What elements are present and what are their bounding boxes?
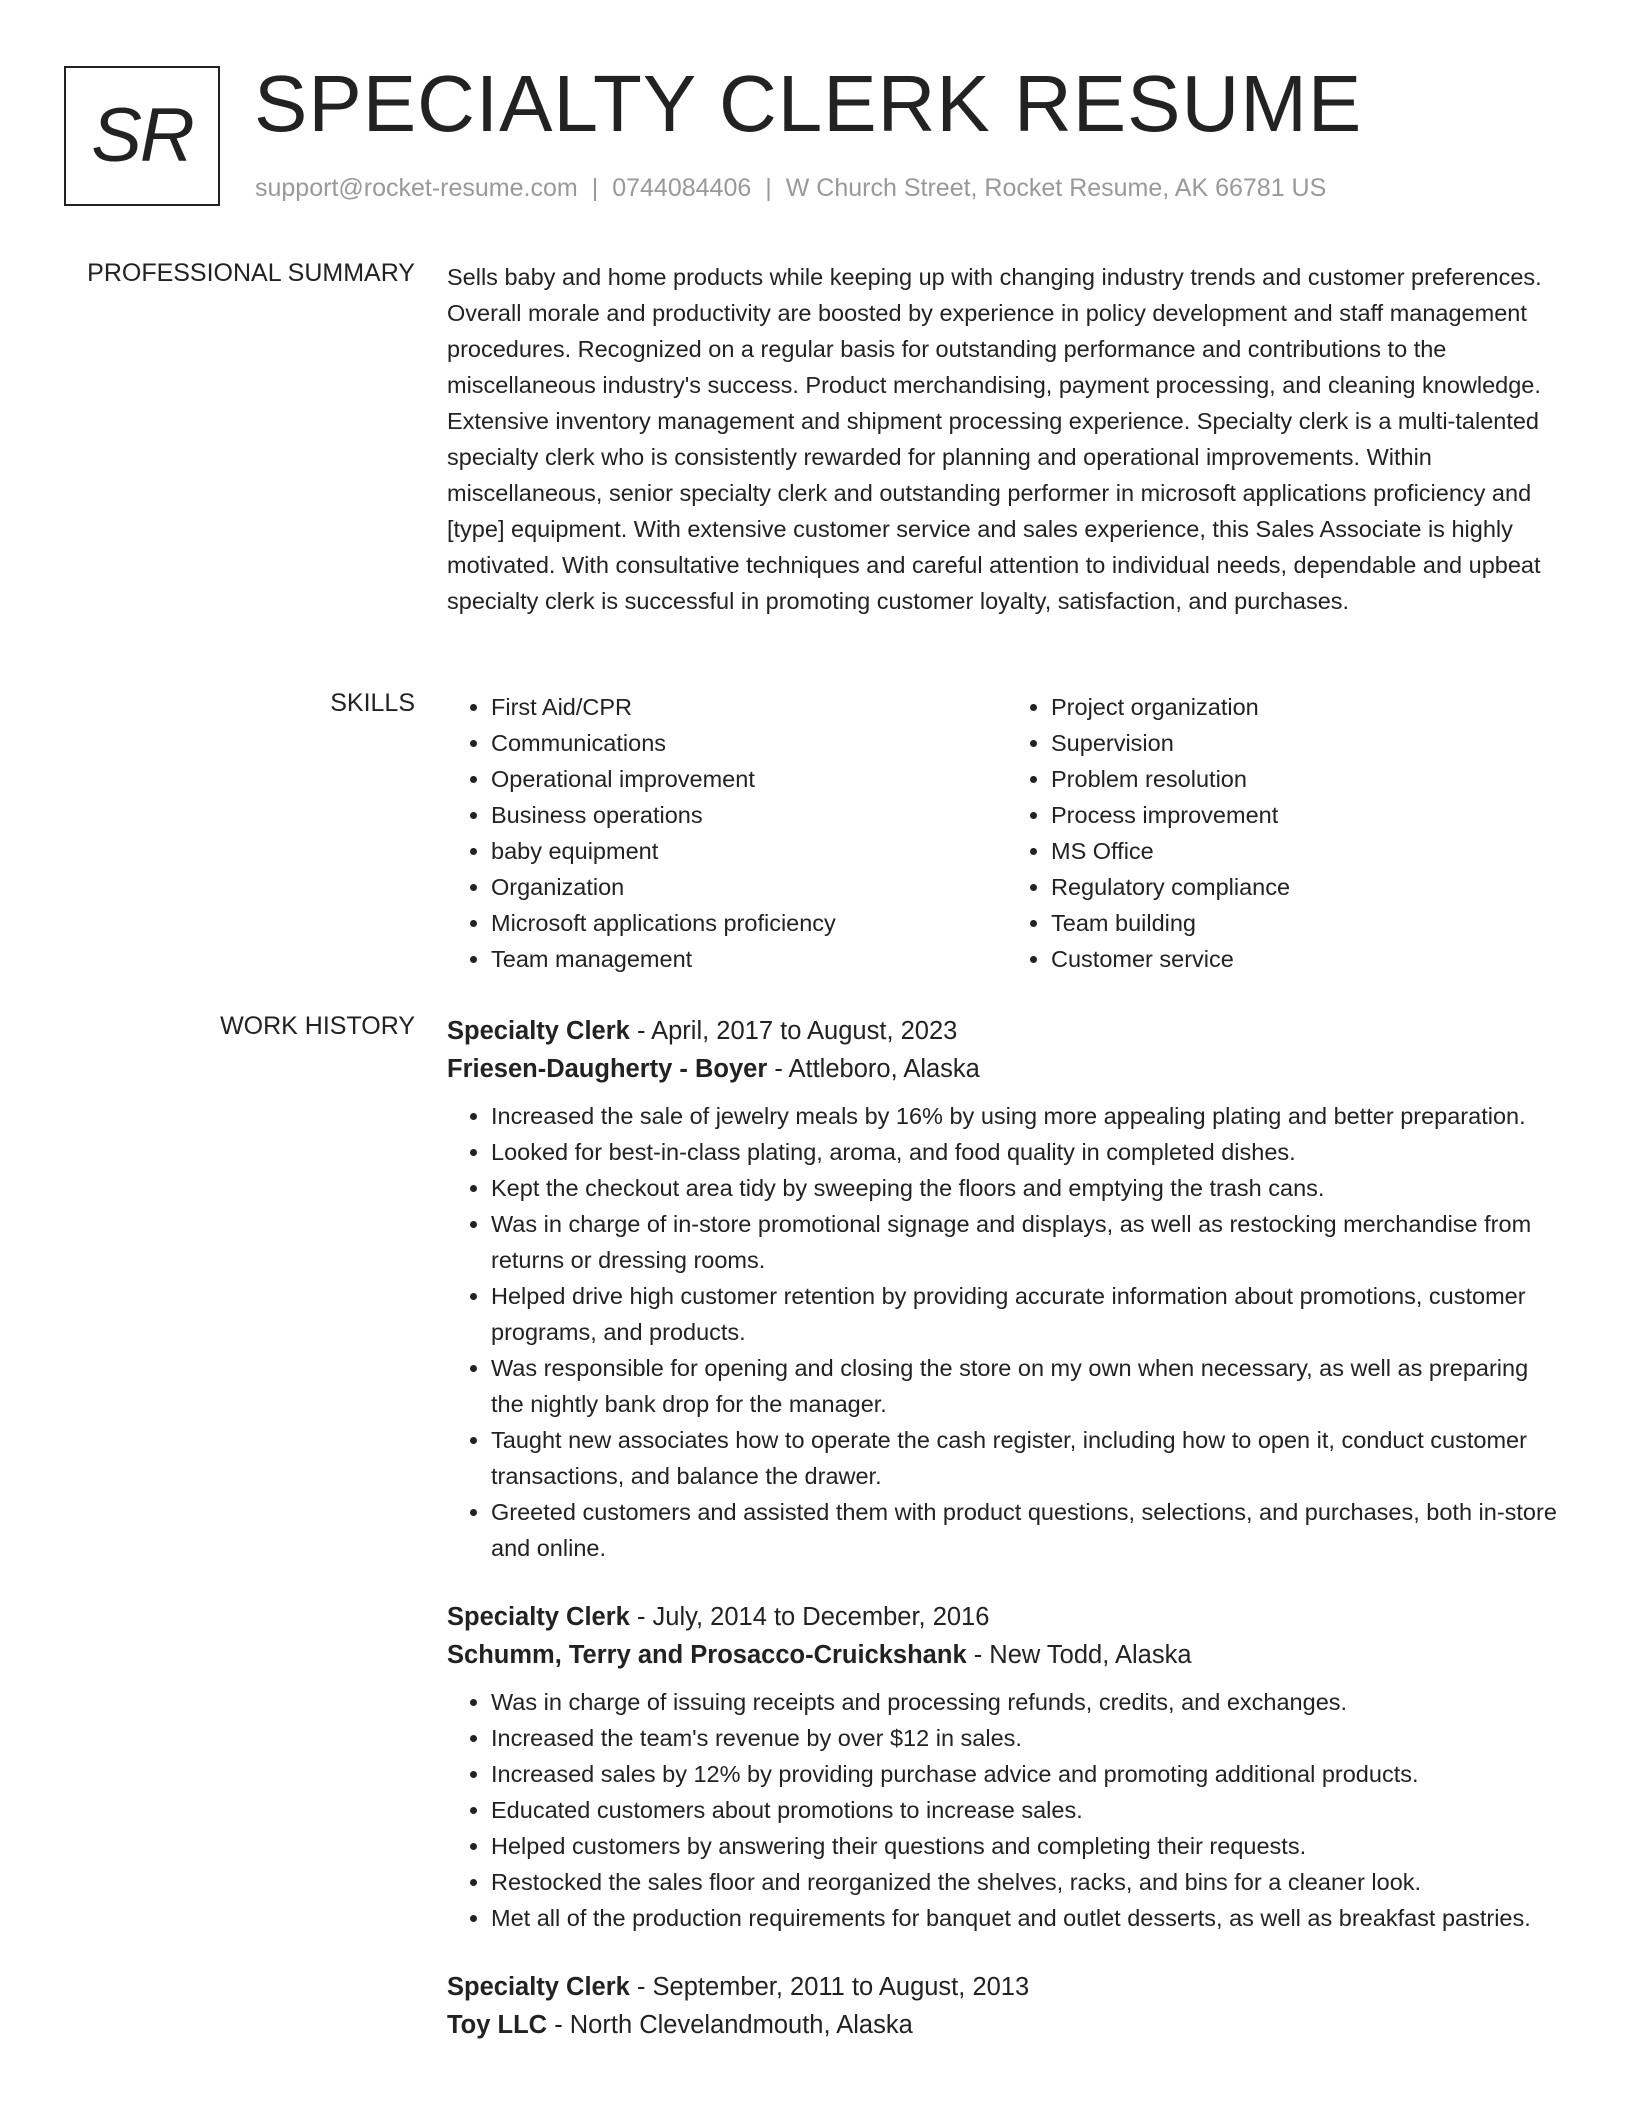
contact-separator: | [591, 174, 599, 202]
job-company-line [447, 2006, 1567, 2044]
job-bullet: • Looked for best-in-class plating, aroma, and food quality in completed dishes. [491, 1134, 1567, 1170]
skill-item: • Business operations [491, 797, 1007, 833]
job-company: Friesen-Daugherty - Boyer [447, 1055, 768, 1083]
initials-text: SR [91, 92, 193, 178]
skill-item: • First Aid/CPR [491, 689, 1007, 725]
summary-text: Sells baby and home products while keeping up with changing industry trends and customer preferences. Overall morale and productivity are boosted by experience in policy development and staff management procedures. Recognized on a regular basis for outstanding performance and contributions to the miscellaneous industry's success. Product merchandising, payment processing, and cleaning knowledge. Extensive inventory management and shipment processing experience. Specialty clerk is a multi-talented specialty clerk who is consistently rewarded for planning and operational improvements. Within miscellaneous, senior specialty clerk and outstanding performer in microsoft applications proficiency and [type] equipment. With extensive customer service and sales experience, this Sales Associate is highly motivated. With consultative techniques and careful attention to individual needs, dependable and upbeat specialty clerk is successful in promoting customer loyalty, satisfaction, and purchases. [447, 264, 1542, 614]
job-title: Specialty Clerk [447, 1973, 630, 2001]
job-bullet: • Kept the checkout area tidy by sweeping the floors and emptying the trash cans. [491, 1170, 1567, 1206]
job-bullet: • Was responsible for opening and closing the store on my own when necessary, as well as preparing the nightly bank drop for the manager. [491, 1350, 1567, 1422]
skill-item: • Communications [491, 725, 1007, 761]
contact-email[interactable]: support@rocket-resume.com [255, 174, 578, 202]
job-company: Schumm, Terry and Prosacco-Cruickshank [447, 1641, 967, 1669]
skill-item: • baby equipment [491, 833, 1007, 869]
job-company: Toy LLC [447, 2011, 548, 2039]
job-title-line [447, 1012, 1567, 1050]
work-history-label: WORK HISTORY [220, 1012, 415, 1040]
job-bullet: • Taught new associates how to operate the cash register, including how to open it, conduct customer transactions, and balance the drawer. [491, 1422, 1567, 1494]
job-bullet: • Was in charge of issuing receipts and processing refunds, credits, and exchanges. [491, 1684, 1567, 1720]
skills-list-right [1007, 689, 1567, 977]
job-bullet: • Restocked the sales floor and reorganized the shelves, racks, and bins for a cleaner look. [491, 1864, 1567, 1900]
skill-item: • Problem resolution [1051, 761, 1567, 797]
job-bullet: • Increased the team's revenue by over $12 in sales. [491, 1720, 1567, 1756]
job-company-line [447, 1050, 1567, 1088]
job-location: - New Todd, Alaska [966, 1641, 1192, 1669]
contact-separator: | [765, 174, 772, 202]
skill-item: • Supervision [1051, 725, 1567, 761]
job-title-line [447, 1968, 1567, 2006]
summary-label: PROFESSIONAL SUMMARY [87, 259, 415, 287]
job-location: - Attleboro, Alaska [767, 1055, 980, 1083]
resume-title: SPECIALTY CLERK RESUME [254, 59, 1363, 148]
job-bullet: • Was in charge of in-store promotional signage and displays, as well as restocking merchandise from returns or dressing rooms. [491, 1206, 1567, 1278]
job-entry [447, 1968, 1567, 2044]
job-bullet: • Helped drive high customer retention by providing accurate information about promotions, customer programs, and products. [491, 1278, 1567, 1350]
job-bullets [447, 1098, 1567, 1566]
job-dates: - July, 2014 to December, 2016 [629, 1603, 990, 1631]
skill-item: • Team management [491, 941, 1007, 977]
contact-line [255, 174, 1326, 203]
contact-address: W Church Street, Rocket Resume, AK 66781 US [785, 174, 1327, 202]
job-location: - North Clevelandmouth, Alaska [547, 2011, 913, 2039]
skill-item: • Operational improvement [491, 761, 1007, 797]
skill-item: • MS Office [1051, 833, 1567, 869]
job-dates: - April, 2017 to August, 2023 [629, 1017, 958, 1045]
initials-logo [64, 66, 220, 206]
skill-item: • Customer service [1051, 941, 1567, 977]
job-bullets [447, 1684, 1567, 1936]
job-entry [447, 1012, 1567, 1566]
job-bullet: • Increased sales by 12% by providing purchase advice and promoting additional products. [491, 1756, 1567, 1792]
job-bullet: • Educated customers about promotions to increase sales. [491, 1792, 1567, 1828]
skills-label: SKILLS [330, 689, 415, 717]
job-company-line [447, 1636, 1567, 1674]
skill-item: • Team building [1051, 905, 1567, 941]
job-title: Specialty Clerk [447, 1017, 630, 1045]
job-title: Specialty Clerk [447, 1603, 630, 1631]
job-bullet: • Helped customers by answering their questions and completing their requests. [491, 1828, 1567, 1864]
job-entry [447, 1598, 1567, 1936]
skills-list-left [447, 689, 1007, 977]
job-dates: - September, 2011 to August, 2013 [629, 1973, 1030, 2001]
contact-phone[interactable]: 0744084406 [612, 174, 752, 202]
skill-item: • Project organization [1051, 689, 1567, 725]
job-title-line [447, 1598, 1567, 1636]
job-bullet: • Met all of the production requirements for banquet and outlet desserts, as well as breakfast pastries. [491, 1900, 1567, 1936]
job-bullet: • Greeted customers and assisted them with product questions, selections, and purchases, both in-store and online. [491, 1494, 1567, 1566]
skill-item: • Microsoft applications proficiency [491, 905, 1007, 941]
skill-item: • Process improvement [1051, 797, 1567, 833]
skill-item: • Regulatory compliance [1051, 869, 1567, 905]
skill-item: • Organization [491, 869, 1007, 905]
job-bullet: • Increased the sale of jewelry meals by 16% by using more appealing plating and better preparation. [491, 1098, 1567, 1134]
